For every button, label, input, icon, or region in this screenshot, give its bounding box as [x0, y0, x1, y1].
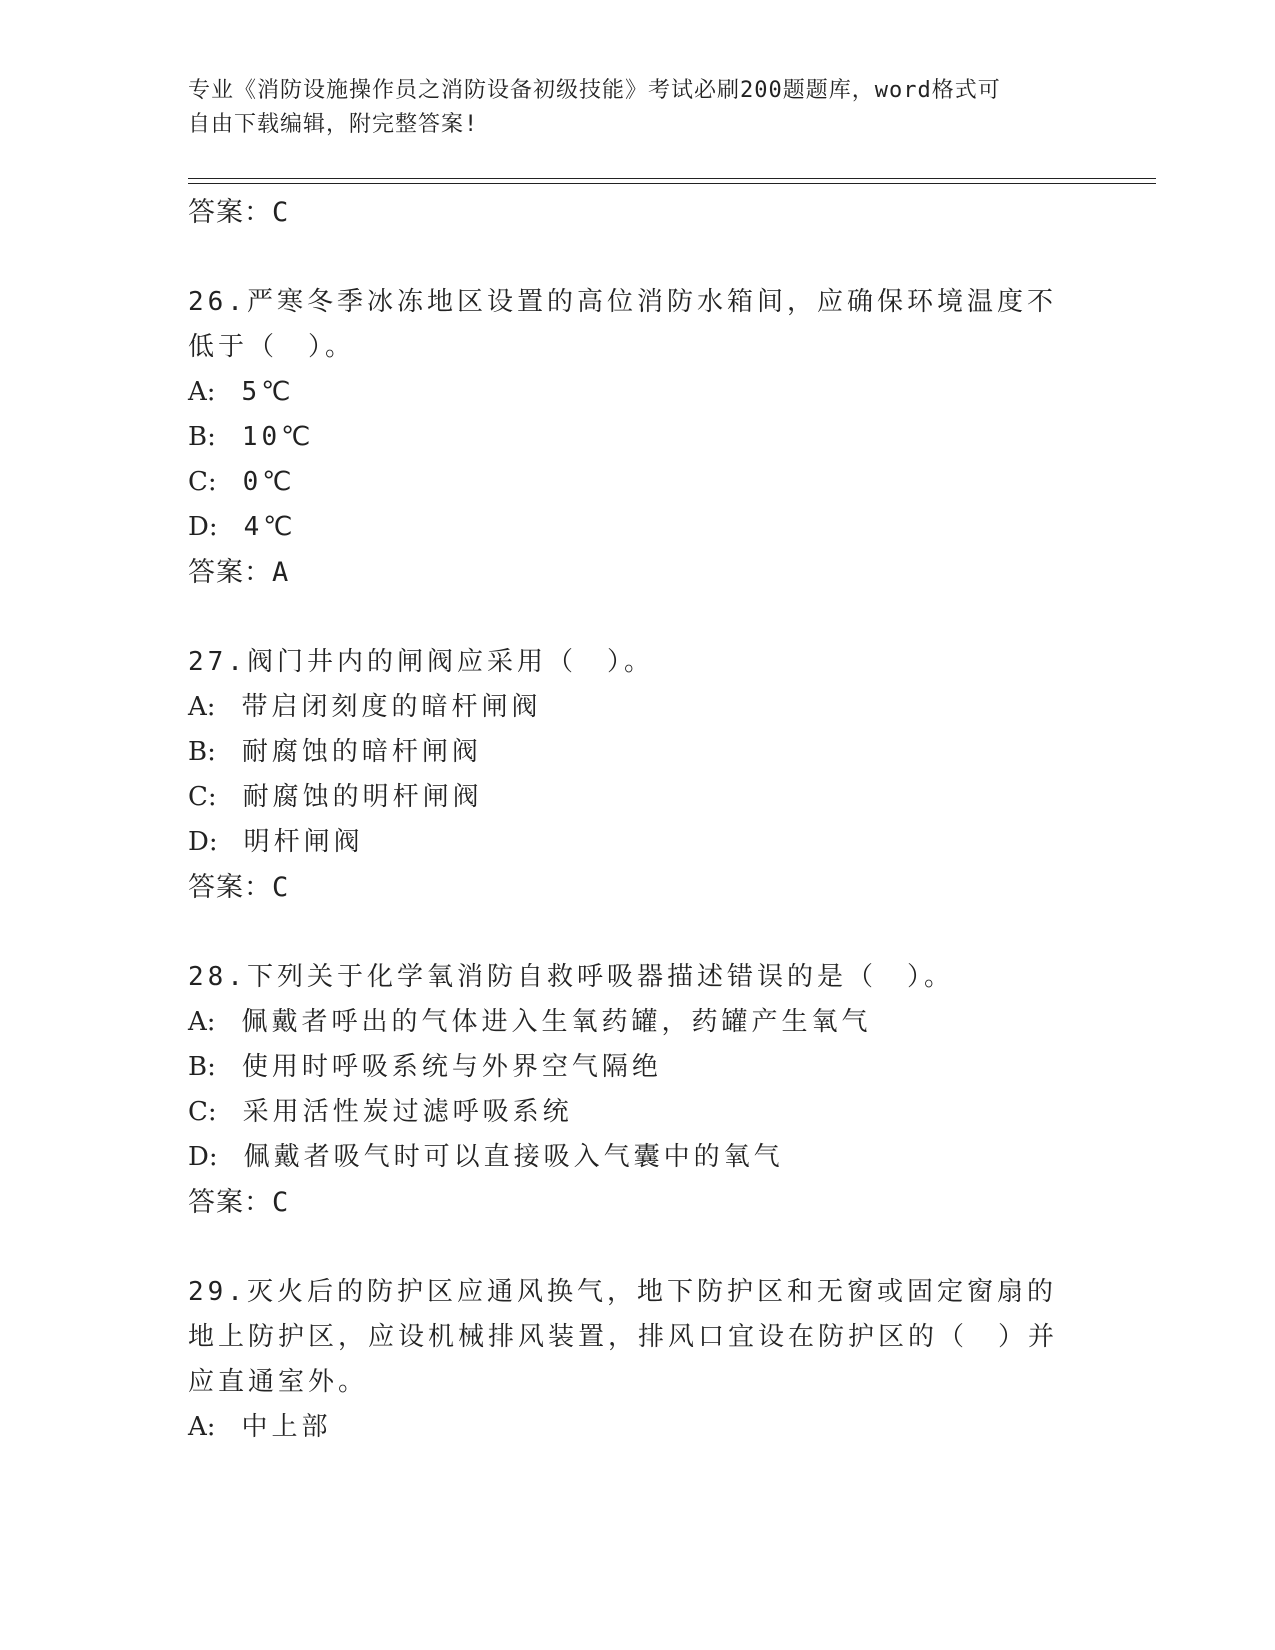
option-key: C:	[188, 1097, 217, 1127]
question-28	[188, 955, 1088, 1226]
option-text: 采用活性炭过滤呼吸系统	[242, 1097, 573, 1127]
option-b	[188, 415, 1088, 460]
header-divider-top	[188, 178, 1156, 179]
option-c	[188, 775, 1088, 820]
option-a	[188, 685, 1088, 730]
option-key: A:	[188, 377, 216, 407]
option-text: 佩戴者吸气时可以直接吸入气囊中的氧气	[243, 1142, 784, 1172]
question-number: 28.	[188, 962, 247, 992]
question-number: 27.	[188, 647, 247, 677]
option-key: D:	[188, 1142, 218, 1172]
question-text: 下列关于化学氧消防自救呼吸器描述错误的是（ ）。	[246, 962, 954, 992]
header-divider-bottom	[188, 183, 1156, 184]
answer-value: C	[272, 197, 290, 228]
option-d	[188, 820, 1088, 865]
header-title-line-1: 专业《消防设施操作员之消防设备初级技能》考试必刷200题题库，word格式可	[188, 78, 1001, 103]
option-text: 明杆闸阀	[243, 827, 364, 857]
question-27	[188, 640, 1088, 911]
option-a	[188, 1405, 1088, 1450]
question-text: 严寒冬季冰冻地区设置的高位消防水箱间，应确保环境温度不低于（ ）。	[188, 287, 1057, 362]
option-key: B:	[188, 1052, 216, 1082]
question-stem	[188, 1270, 1068, 1405]
answer-label: 答案：	[188, 872, 272, 903]
option-key: D:	[188, 512, 218, 542]
option-key: D:	[188, 827, 218, 857]
answer-value: A	[272, 557, 290, 588]
option-key: A:	[188, 1007, 216, 1037]
answer-label: 答案：	[188, 1187, 272, 1218]
option-text: 带启闭刻度的暗杆闸阀	[241, 692, 542, 722]
option-text: 使用时呼吸系统与外界空气隔绝	[241, 1052, 662, 1082]
question-answer	[188, 550, 1088, 596]
option-c	[188, 1090, 1088, 1135]
question-text: 阀门井内的闸阀应采用（ ）。	[246, 647, 654, 677]
previous-answer	[188, 190, 1088, 236]
header-title-line-2: 自由下载编辑，附完整答案!	[188, 112, 479, 137]
option-b	[188, 730, 1088, 775]
option-key: B:	[188, 422, 216, 452]
answer-value: C	[272, 1187, 290, 1218]
option-key: B:	[188, 737, 216, 767]
option-text: 0℃	[242, 467, 296, 497]
answer-value: C	[272, 872, 290, 903]
option-a	[188, 1000, 1088, 1045]
option-text: 4℃	[243, 512, 297, 542]
option-text: 10℃	[241, 422, 315, 452]
option-text: 耐腐蚀的暗杆闸阀	[241, 737, 482, 767]
question-number: 26.	[188, 287, 247, 317]
question-stem	[188, 280, 1068, 370]
option-c	[188, 460, 1088, 505]
option-key: C:	[188, 467, 217, 497]
answer-label: 答案：	[188, 557, 272, 588]
option-text: 中上部	[241, 1412, 332, 1442]
question-text: 灭火后的防护区应通风换气，地下防护区和无窗或固定窗扇的地上防护区，应设机械排风装置，排风口宜设在防护区的（ ）并应直通室外。	[188, 1277, 1059, 1397]
question-26	[188, 280, 1088, 596]
question-number: 29.	[188, 1277, 247, 1307]
question-list	[188, 190, 1088, 1450]
option-text: 5℃	[241, 377, 295, 407]
question-29	[188, 1270, 1088, 1450]
option-d	[188, 505, 1088, 550]
question-stem	[188, 640, 1068, 685]
question-stem	[188, 955, 1068, 1000]
answer-label: 答案：	[188, 197, 272, 228]
question-answer	[188, 1180, 1088, 1226]
question-answer	[188, 865, 1088, 911]
option-key: A:	[188, 1412, 216, 1442]
option-d	[188, 1135, 1088, 1180]
option-key: C:	[188, 782, 217, 812]
option-a	[188, 370, 1088, 415]
option-b	[188, 1045, 1088, 1090]
option-text: 佩戴者呼出的气体进入生氧药罐，药罐产生氧气	[241, 1007, 872, 1037]
page-header	[188, 74, 1088, 142]
option-key: A:	[188, 692, 216, 722]
option-text: 耐腐蚀的明杆闸阀	[242, 782, 483, 812]
